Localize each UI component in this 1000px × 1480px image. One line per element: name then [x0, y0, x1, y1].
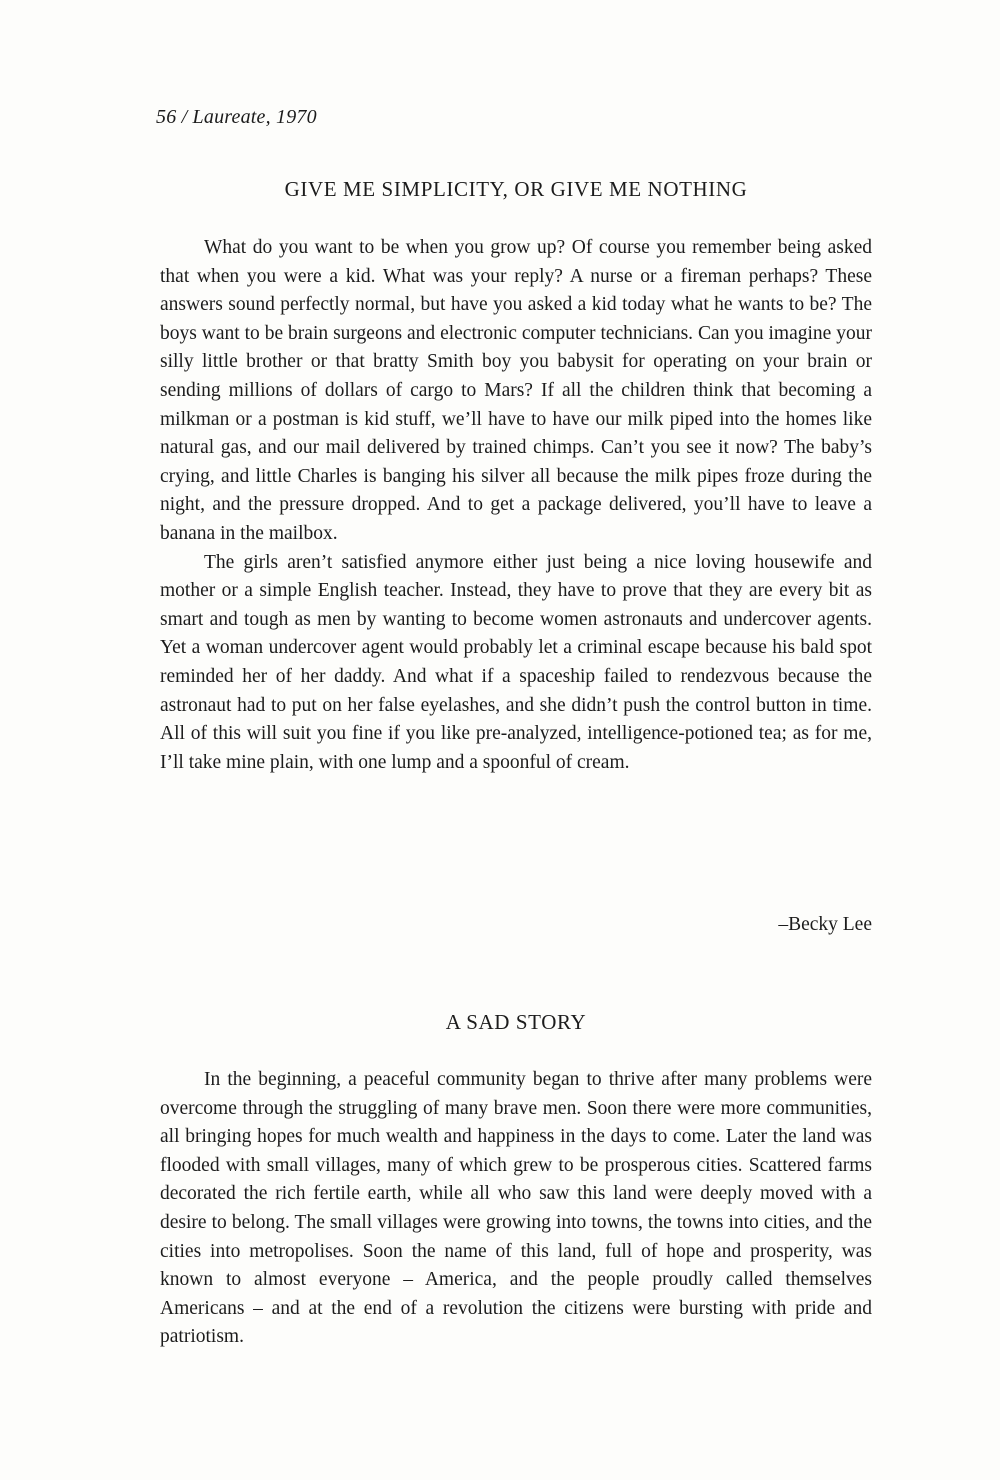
- running-head: 56 / Laureate, 1970: [156, 106, 317, 128]
- essay-title: A SAD STORY: [445, 1010, 587, 1034]
- paragraph: The girls aren’t satisfied anymore either just being a nice loving housewife and mother or a simple English teacher. Instead, they have to prove that they are every bit as smart and tough as men by wanting to become women astronauts and undercover agents. Yet a woman undercover agent would probably let a criminal escape because his bald spot reminded her of her daddy. And what if a spaceship failed to rendezvous because the astronaut had to put on her false eyelashes, and she didn’t push the control button in time. All of this will suit you fine if you like pre-analyzed, intelligence-potioned tea; as for me, I’ll take mine plain, with one lump and a spoonful of cream.: [160, 551, 872, 773]
- paragraph: In the beginning, a peaceful community began to thrive after many problems were overcome through the struggling of many brave men. Soon there were more communities, all bringing hopes for much wealth and happiness in the days to come. Later the land was flooded with small villages, many of which grew to be prosperous cities. Scattered farms decorated the rich fertile earth, while all who saw this land were deeply moved with a desire to belong. The small villages were growing into towns, the towns into cities, and the cities into metropolises. Soon the name of this land, full of hope and prosperity, was known to almost everyone – America, and the people proudly called themselves Americans – and at the end of a revolution the citizens were bursting with pride and patriotism.: [160, 1069, 872, 1348]
- author-signature: –Becky Lee: [778, 914, 872, 935]
- essay-title: GIVE ME SIMPLICITY, OR GIVE ME NOTHING: [284, 177, 748, 201]
- essay-body: [160, 234, 872, 777]
- paragraph: What do you want to be when you grow up? Of course you remember being asked that when you were a kid. What was your reply? A nurse or a fireman perhaps? These answers sound perfectly normal, but have you asked a kid today what he wants to be? The boys want to be brain surgeons and electronic computer technicians. Can you imagine your silly little brother or that bratty Smith boy you babysit for operating on your brain or sending millions of dollars of cargo to Mars? If all the children think that becoming a milkman or a postman is kid stuff, we’ll have to have our milk piped into the homes like natural gas, and our mail delivered by trained chimps. Can’t you see it now? The baby’s crying, and little Charles is banging his silver all because the milk pipes froze during the night, and the pressure dropped. And to get a package delivered, you’ll have to leave a banana in the mailbox.: [160, 237, 872, 544]
- essay-body: [160, 1066, 872, 1352]
